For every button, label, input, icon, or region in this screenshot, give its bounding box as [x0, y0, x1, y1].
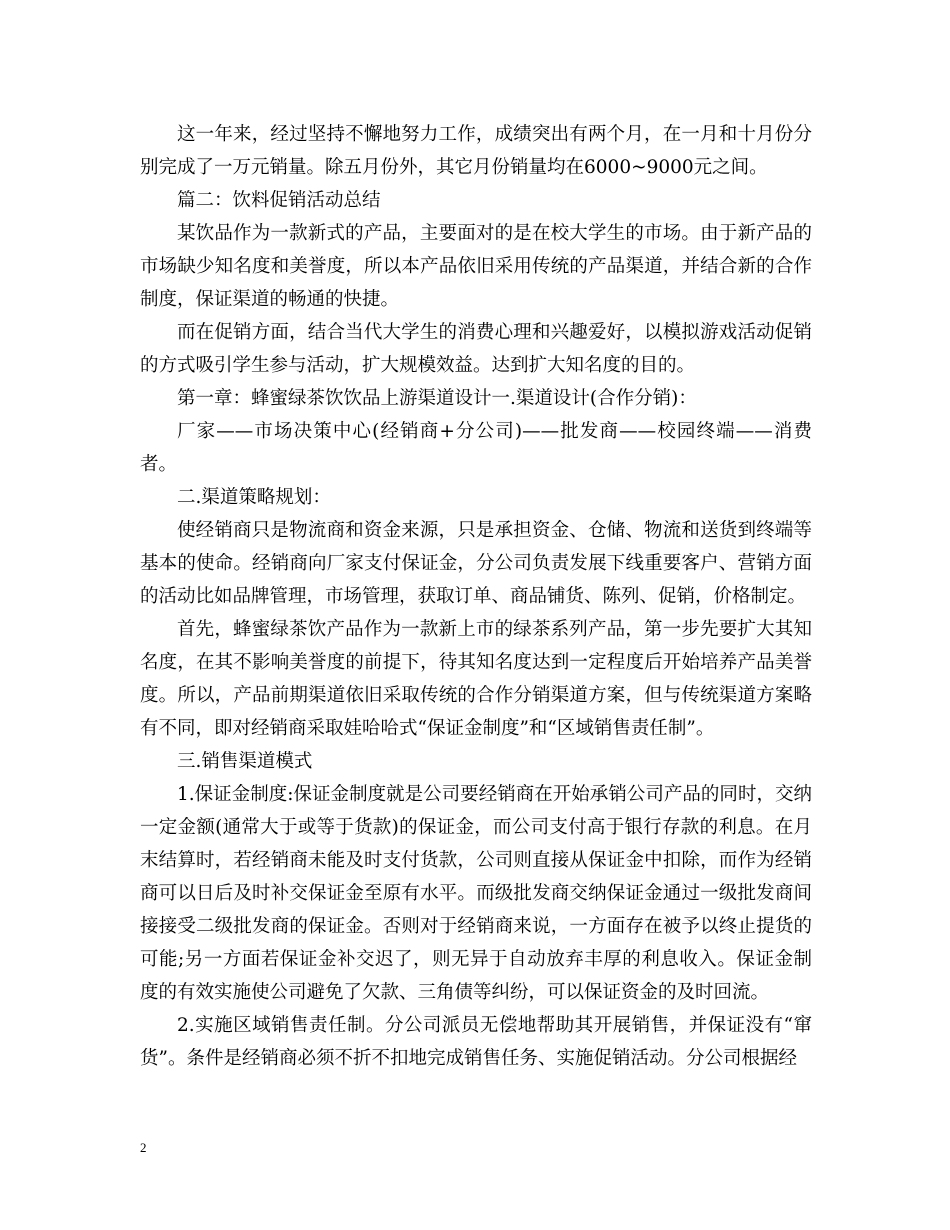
page-number: 2 [140, 1140, 147, 1155]
document-body [140, 118, 812, 1075]
paragraph: 三.销售渠道模式 [177, 751, 313, 772]
paragraph: 二.渠道策略规划： [177, 487, 331, 508]
paragraph: 这一年来，经过坚持不懈地努力工作，成绩突出有两个月，在一月和十月份分别完成了一万元销量。除五月份外，其它月份销量均在6000~9000元之间。 [140, 124, 812, 178]
paragraph: 某饮品作为一款新式的产品，主要面对的是在校大学生的市场。由于新产品的市场缺少知名度和美誉度，所以本产品依旧采用传统的产品渠道，并结合新的合作制度，保证渠道的畅通的快捷。 [140, 223, 812, 310]
paragraph: 首先，蜂蜜绿茶饮产品作为一款新上市的绿茶系列产品，第一步先要扩大其知名度，在其不影响美誉度的前提下，待其知名度达到一定程度后开始培养产品美誉度。所以，产品前期渠道依旧采取传统的合作分销渠道方案，但与传统渠道方案略有不同，即对经销商采取娃哈哈式“保证金制度”和“区域销售责任制”。 [140, 619, 812, 739]
paragraph: 1.保证金制度:保证金制度就是公司要经销商在开始承销公司产品的同时，交纳一定金额(通常大于或等于货款)的保证金，而公司支付高于银行存款的利息。在月末结算时，若经销商未能及时支付货款，公司则直接从保证金中扣除，而作为经销商可以日后及时补交保证金至原有水平。而级批发商交纳保证金通过一级批发商间接接受二级批发商的保证金。否则对于经销商来说，一方面存在被予以终止提货的可能;另一方面若保证金补交迟了，则无异于自动放弃丰厚的利息收入。保证金制度的有效实施使公司避免了欠款、三角债等纠纷，可以保证资金的及时回流。 [140, 784, 812, 1003]
paragraph: 篇二：饮料促销活动总结 [177, 190, 381, 211]
paragraph: 第一章：蜂蜜绿茶饮饮品上游渠道设计一.渠道设计(合作分销)： [177, 388, 697, 409]
paragraph: 厂家——市场决策中心(经销商+分公司)——批发商——校园终端——消费者。 [140, 421, 812, 475]
paragraph: 2.实施区域销售责任制。分公司派员无偿地帮助其开展销售，并保证没有“窜货”。条件是经销商必须不折不扣地完成销售任务、实施促销活动。分公司根据经 [140, 1015, 812, 1069]
paragraph: 而在促销方面，结合当代大学生的消费心理和兴趣爱好，以模拟游戏活动促销的方式吸引学生参与活动，扩大规模效益。达到扩大知名度的目的。 [140, 322, 812, 376]
paragraph: 使经销商只是物流商和资金来源，只是承担资金、仓储、物流和送货到终端等基本的使命。经销商向厂家支付保证金，分公司负责发展下线重要客户、营销方面的活动比如品牌管理，市场管理，获取订单、商品铺货、陈列、促销，价格制定。 [140, 520, 812, 607]
